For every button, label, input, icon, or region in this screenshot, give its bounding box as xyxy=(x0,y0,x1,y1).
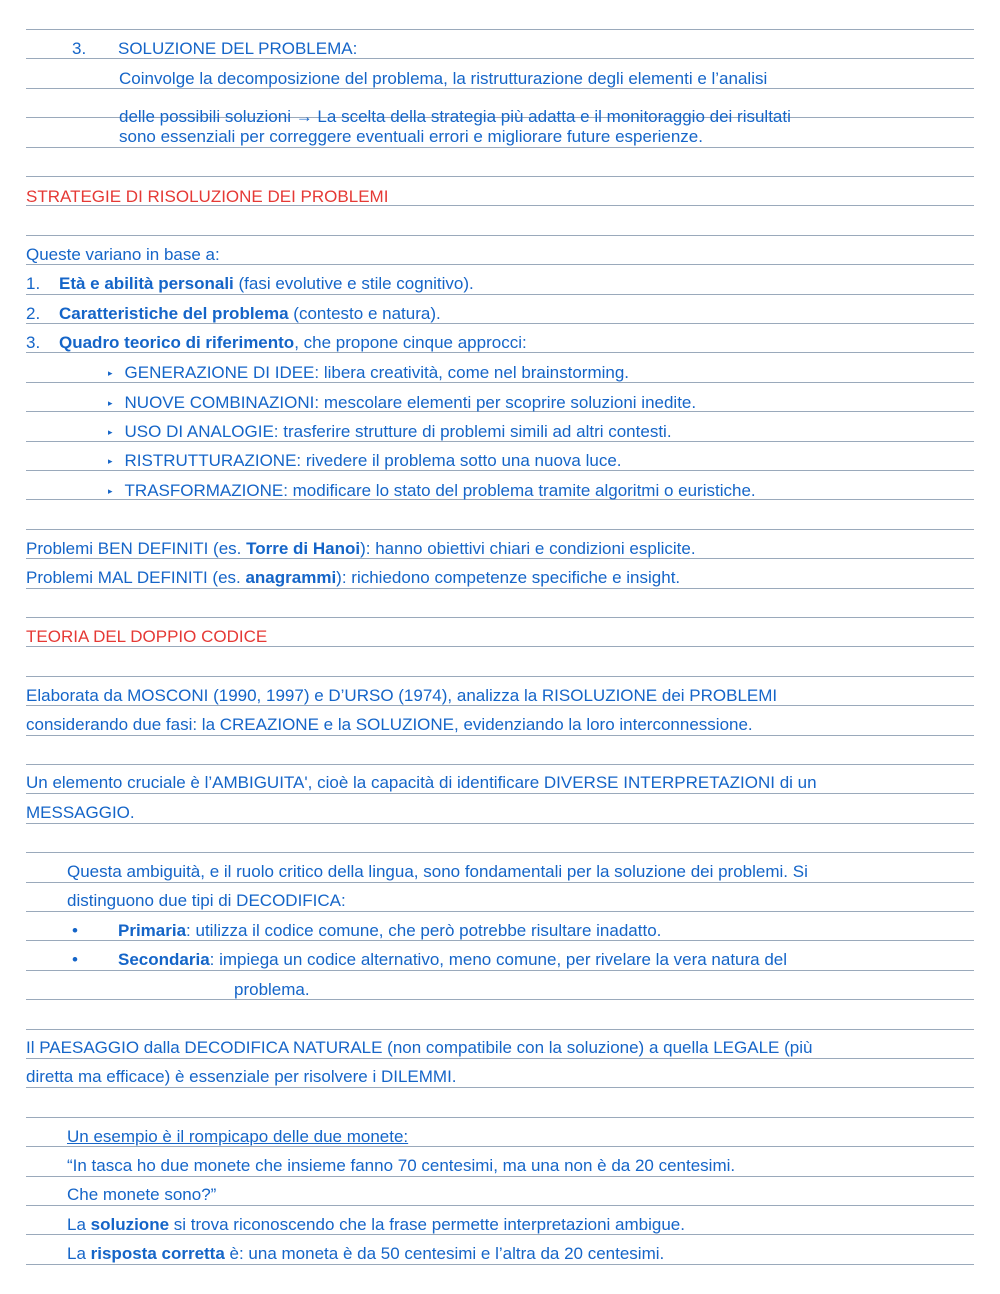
approach-text: RISTRUTTURAZIONE: rivedere il problema sotto una nuova luce. xyxy=(124,451,622,470)
text-post: è: una moneta è da 50 centesimi e l’altra da 20 centesimi. xyxy=(224,1244,665,1263)
text-bold: Secondaria xyxy=(118,950,210,969)
doppio-codice-heading: TEORIA DEL DOPPIO CODICE xyxy=(26,627,268,646)
text-bold: soluzione xyxy=(90,1215,170,1234)
section3-line3: sono essenziali per correggere eventuali errori e migliorare future esperienze. xyxy=(119,127,703,146)
text-rest: : impiega un codice alternativo, meno comune, per rivelare la vera natura del xyxy=(209,950,788,969)
problemi-mal-definiti xyxy=(26,568,680,588)
approach-text: TRASFORMAZIONE: modificare lo stato del problema tramite algoritmi o euristiche. xyxy=(124,481,756,500)
approach-text: GENERAZIONE DI IDEE: libera creatività, come nel brainstorming. xyxy=(124,363,630,382)
approach-item xyxy=(108,422,672,442)
paragraph-line: MESSAGGIO. xyxy=(26,803,135,822)
bullet-icon: • xyxy=(72,950,78,969)
item-number: 3. xyxy=(26,333,41,352)
problemi-ben-definiti xyxy=(26,539,696,559)
approach-text: NUOVE COMBINAZIONI: mescolare elementi per scoprire soluzioni inedite. xyxy=(124,393,697,412)
text-bold: Torre di Hanoi xyxy=(246,539,361,558)
strategie-item-3 xyxy=(26,333,527,353)
text-rest: : utilizza il codice comune, che però potrebbe risultare inadatto. xyxy=(186,921,662,940)
approach-item xyxy=(108,451,622,471)
approach-item xyxy=(108,481,756,501)
triangle-bullet-icon: ▸ xyxy=(108,368,113,378)
item-number: 1. xyxy=(26,274,41,293)
section3-title: SOLUZIONE DEL PROBLEMA: xyxy=(118,39,358,58)
item-bold: Caratteristiche del problema xyxy=(59,304,289,323)
paragraph-line: Il PAESAGGIO dalla DECODIFICA NATURALE (non compatibile con la soluzione) a quella LEGALE (più xyxy=(26,1038,813,1057)
esempio-risposta xyxy=(67,1244,664,1264)
decodifica-secondaria xyxy=(118,950,787,970)
text-pre: La xyxy=(67,1244,91,1263)
esempio-soluzione xyxy=(67,1215,685,1235)
decodifica-secondaria-cont: problema. xyxy=(234,980,310,999)
text-post: ): hanno obiettivi chiari e condizioni esplicite. xyxy=(360,539,696,558)
item-bold: Quadro teorico di riferimento xyxy=(59,333,295,352)
text-post: ): richiedono competenze specifiche e insight. xyxy=(336,568,681,587)
paragraph-line: Questa ambiguità, e il ruolo critico della lingua, sono fondamentali per la soluzione dei problemi. Si xyxy=(67,862,808,881)
bullet-icon: • xyxy=(72,921,78,940)
item-number: 2. xyxy=(26,304,41,323)
esempio-quote-line1: “In tasca ho due monete che insieme fanno 70 centesimi, ma una non è da 20 centesimi. xyxy=(67,1156,736,1175)
section3-line1: Coinvolge la decomposizione del problema, la ristrutturazione degli elementi e l’analisi xyxy=(119,69,768,88)
paragraph-line: diretta ma efficace) è essenziale per risolvere i DILEMMI. xyxy=(26,1067,457,1086)
text-bold: Primaria xyxy=(118,921,187,940)
item-rest: (fasi evolutive e stile cognitivo). xyxy=(233,274,474,293)
text-bold: risposta corretta xyxy=(90,1244,225,1263)
approach-item xyxy=(108,363,629,383)
strategie-intro: Queste variano in base a: xyxy=(26,245,220,264)
paragraph-line: distinguono due tipi di DECODIFICA: xyxy=(67,891,346,910)
text-bold: anagrammi xyxy=(245,568,337,587)
paragraph-line: Un elemento cruciale è l’AMBIGUITA', cioè la capacità di identificare DIVERSE INTERPRETAZIONI di un xyxy=(26,773,817,792)
approach-text: USO DI ANALOGIE: trasferire strutture di problemi simili ad altri contesti. xyxy=(124,422,672,441)
triangle-bullet-icon: ▸ xyxy=(108,398,113,408)
item-bold: Età e abilità personali xyxy=(59,274,234,293)
item-rest: , che propone cinque approcci: xyxy=(294,333,527,352)
decodifica-primaria xyxy=(118,921,661,941)
approach-item xyxy=(108,393,696,413)
strategie-item-2 xyxy=(26,304,441,324)
esempio-quote-line2: Che monete sono?” xyxy=(67,1185,217,1204)
triangle-bullet-icon: ▸ xyxy=(108,456,113,466)
section3-number: 3. xyxy=(72,39,87,58)
paragraph-line: Elaborata da MOSCONI (1990, 1997) e D’URSO (1974), analizza la RISOLUZIONE dei PROBLEMI xyxy=(26,686,778,705)
text-pre: La xyxy=(67,1215,91,1234)
item-rest: (contesto e natura). xyxy=(288,304,441,323)
text-post: si trova riconoscendo che la frase permette interpretazioni ambigue. xyxy=(169,1215,685,1234)
text-pre: Problemi BEN DEFINITI (es. xyxy=(26,539,247,558)
strategie-item-1 xyxy=(26,274,474,294)
triangle-bullet-icon: ▸ xyxy=(108,486,113,496)
section3-line2: delle possibili soluzioni → La scelta della strategia più adatta e il monitoraggio dei risultati xyxy=(119,107,791,126)
text-pre: Problemi MAL DEFINITI (es. xyxy=(26,568,246,587)
paragraph-line: considerando due fasi: la CREAZIONE e la SOLUZIONE, evidenziando la loro interconnessione. xyxy=(26,715,753,734)
esempio-intro: Un esempio è il rompicapo delle due monete: xyxy=(67,1127,409,1146)
strategie-heading: STRATEGIE DI RISOLUZIONE DEI PROBLEMI xyxy=(26,187,389,206)
triangle-bullet-icon: ▸ xyxy=(108,427,113,437)
